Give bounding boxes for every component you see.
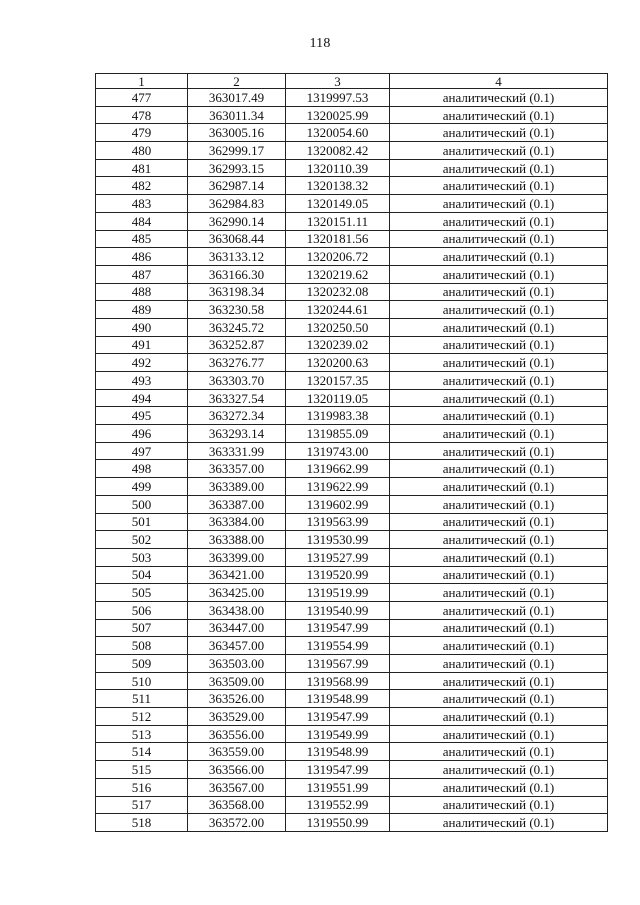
table-row bbox=[96, 212, 608, 230]
cell-method: аналитический (0.1) bbox=[390, 248, 608, 266]
cell-point-number: 477 bbox=[96, 89, 188, 107]
cell-x: 363276.77 bbox=[188, 354, 286, 372]
cell-method: аналитический (0.1) bbox=[390, 690, 608, 708]
table-row bbox=[96, 531, 608, 549]
cell-y: 1319552.99 bbox=[286, 796, 390, 814]
cell-point-number: 488 bbox=[96, 283, 188, 301]
cell-y: 1320219.62 bbox=[286, 265, 390, 283]
cell-method: аналитический (0.1) bbox=[390, 177, 608, 195]
cell-x: 362993.15 bbox=[188, 159, 286, 177]
table-row bbox=[96, 743, 608, 761]
cell-point-number: 485 bbox=[96, 230, 188, 248]
cell-method: аналитический (0.1) bbox=[390, 106, 608, 124]
cell-x: 363327.54 bbox=[188, 389, 286, 407]
cell-method: аналитический (0.1) bbox=[390, 531, 608, 549]
cell-method: аналитический (0.1) bbox=[390, 442, 608, 460]
cell-y: 1319519.99 bbox=[286, 584, 390, 602]
header-cell-y: 3 bbox=[286, 74, 390, 89]
table-row bbox=[96, 372, 608, 390]
cell-method: аналитический (0.1) bbox=[390, 584, 608, 602]
cell-method: аналитический (0.1) bbox=[390, 124, 608, 142]
cell-method: аналитический (0.1) bbox=[390, 778, 608, 796]
cell-y: 1319550.99 bbox=[286, 814, 390, 832]
table-row bbox=[96, 106, 608, 124]
cell-point-number: 497 bbox=[96, 442, 188, 460]
table-row bbox=[96, 283, 608, 301]
table-row bbox=[96, 584, 608, 602]
cell-method: аналитический (0.1) bbox=[390, 283, 608, 301]
cell-point-number: 500 bbox=[96, 495, 188, 513]
cell-y: 1319602.99 bbox=[286, 495, 390, 513]
table-row bbox=[96, 460, 608, 478]
cell-x: 363017.49 bbox=[188, 89, 286, 107]
cell-method: аналитический (0.1) bbox=[390, 372, 608, 390]
table-row bbox=[96, 566, 608, 584]
header-row bbox=[96, 74, 608, 89]
cell-method: аналитический (0.1) bbox=[390, 761, 608, 779]
cell-x: 363133.12 bbox=[188, 248, 286, 266]
cell-point-number: 509 bbox=[96, 655, 188, 673]
cell-y: 1320232.08 bbox=[286, 283, 390, 301]
table-header bbox=[96, 74, 608, 89]
cell-x: 363230.58 bbox=[188, 301, 286, 319]
table-body bbox=[96, 89, 608, 832]
cell-method: аналитический (0.1) bbox=[390, 389, 608, 407]
cell-y: 1319549.99 bbox=[286, 725, 390, 743]
cell-point-number: 480 bbox=[96, 142, 188, 160]
cell-y: 1320200.63 bbox=[286, 354, 390, 372]
cell-x: 363556.00 bbox=[188, 725, 286, 743]
cell-point-number: 512 bbox=[96, 708, 188, 726]
table-row bbox=[96, 619, 608, 637]
cell-point-number: 490 bbox=[96, 318, 188, 336]
table-row bbox=[96, 389, 608, 407]
cell-y: 1319662.99 bbox=[286, 460, 390, 478]
cell-point-number: 481 bbox=[96, 159, 188, 177]
table-row bbox=[96, 761, 608, 779]
cell-method: аналитический (0.1) bbox=[390, 230, 608, 248]
cell-method: аналитический (0.1) bbox=[390, 195, 608, 213]
cell-x: 363421.00 bbox=[188, 566, 286, 584]
cell-point-number: 478 bbox=[96, 106, 188, 124]
cell-method: аналитический (0.1) bbox=[390, 265, 608, 283]
cell-method: аналитический (0.1) bbox=[390, 142, 608, 160]
cell-y: 1320250.50 bbox=[286, 318, 390, 336]
cell-x: 363198.34 bbox=[188, 283, 286, 301]
cell-method: аналитический (0.1) bbox=[390, 655, 608, 673]
page-number: 118 bbox=[309, 36, 331, 51]
table-row bbox=[96, 442, 608, 460]
table-row bbox=[96, 301, 608, 319]
cell-x: 363389.00 bbox=[188, 478, 286, 496]
cell-x: 363303.70 bbox=[188, 372, 286, 390]
cell-y: 1319540.99 bbox=[286, 601, 390, 619]
cell-method: аналитический (0.1) bbox=[390, 637, 608, 655]
cell-y: 1320151.11 bbox=[286, 212, 390, 230]
table-row bbox=[96, 814, 608, 832]
cell-y: 1319551.99 bbox=[286, 778, 390, 796]
cell-point-number: 517 bbox=[96, 796, 188, 814]
cell-y: 1320181.56 bbox=[286, 230, 390, 248]
cell-point-number: 507 bbox=[96, 619, 188, 637]
cell-x: 363457.00 bbox=[188, 637, 286, 655]
cell-point-number: 498 bbox=[96, 460, 188, 478]
cell-point-number: 487 bbox=[96, 265, 188, 283]
cell-method: аналитический (0.1) bbox=[390, 318, 608, 336]
cell-x: 363529.00 bbox=[188, 708, 286, 726]
cell-x: 363438.00 bbox=[188, 601, 286, 619]
cell-point-number: 491 bbox=[96, 336, 188, 354]
cell-x: 363447.00 bbox=[188, 619, 286, 637]
table-row bbox=[96, 142, 608, 160]
cell-point-number: 502 bbox=[96, 531, 188, 549]
cell-x: 363272.34 bbox=[188, 407, 286, 425]
table-row bbox=[96, 778, 608, 796]
cell-x: 363567.00 bbox=[188, 778, 286, 796]
table-row bbox=[96, 124, 608, 142]
table-row bbox=[96, 690, 608, 708]
cell-y: 1320244.61 bbox=[286, 301, 390, 319]
cell-x: 363526.00 bbox=[188, 690, 286, 708]
table-row bbox=[96, 513, 608, 531]
cell-y: 1319622.99 bbox=[286, 478, 390, 496]
cell-x: 363357.00 bbox=[188, 460, 286, 478]
table-row bbox=[96, 89, 608, 107]
table-row bbox=[96, 177, 608, 195]
cell-y: 1320239.02 bbox=[286, 336, 390, 354]
cell-y: 1320025.99 bbox=[286, 106, 390, 124]
cell-x: 363425.00 bbox=[188, 584, 286, 602]
cell-method: аналитический (0.1) bbox=[390, 601, 608, 619]
cell-point-number: 486 bbox=[96, 248, 188, 266]
cell-y: 1320206.72 bbox=[286, 248, 390, 266]
cell-method: аналитический (0.1) bbox=[390, 407, 608, 425]
cell-method: аналитический (0.1) bbox=[390, 159, 608, 177]
table-row bbox=[96, 336, 608, 354]
cell-method: аналитический (0.1) bbox=[390, 301, 608, 319]
cell-method: аналитический (0.1) bbox=[390, 796, 608, 814]
cell-y: 1320119.05 bbox=[286, 389, 390, 407]
cell-y: 1320138.32 bbox=[286, 177, 390, 195]
cell-y: 1319520.99 bbox=[286, 566, 390, 584]
coordinates-table bbox=[95, 73, 608, 832]
cell-method: аналитический (0.1) bbox=[390, 89, 608, 107]
cell-y: 1319567.99 bbox=[286, 655, 390, 673]
cell-method: аналитический (0.1) bbox=[390, 814, 608, 832]
cell-method: аналитический (0.1) bbox=[390, 672, 608, 690]
cell-point-number: 513 bbox=[96, 725, 188, 743]
cell-y: 1319563.99 bbox=[286, 513, 390, 531]
cell-point-number: 494 bbox=[96, 389, 188, 407]
cell-point-number: 505 bbox=[96, 584, 188, 602]
table-row bbox=[96, 495, 608, 513]
cell-x: 363388.00 bbox=[188, 531, 286, 549]
cell-x: 363384.00 bbox=[188, 513, 286, 531]
cell-y: 1319554.99 bbox=[286, 637, 390, 655]
table-row bbox=[96, 318, 608, 336]
table-row bbox=[96, 230, 608, 248]
cell-y: 1319527.99 bbox=[286, 548, 390, 566]
cell-y: 1320110.39 bbox=[286, 159, 390, 177]
cell-y: 1320157.35 bbox=[286, 372, 390, 390]
table-row bbox=[96, 248, 608, 266]
table-row bbox=[96, 708, 608, 726]
cell-y: 1319855.09 bbox=[286, 425, 390, 443]
cell-x: 363572.00 bbox=[188, 814, 286, 832]
cell-point-number: 518 bbox=[96, 814, 188, 832]
table-row bbox=[96, 601, 608, 619]
cell-point-number: 514 bbox=[96, 743, 188, 761]
cell-y: 1319547.99 bbox=[286, 708, 390, 726]
cell-point-number: 508 bbox=[96, 637, 188, 655]
cell-y: 1320082.42 bbox=[286, 142, 390, 160]
cell-point-number: 496 bbox=[96, 425, 188, 443]
cell-y: 1320149.05 bbox=[286, 195, 390, 213]
cell-x: 362990.14 bbox=[188, 212, 286, 230]
cell-point-number: 516 bbox=[96, 778, 188, 796]
table-row bbox=[96, 548, 608, 566]
table-row bbox=[96, 655, 608, 673]
cell-method: аналитический (0.1) bbox=[390, 619, 608, 637]
cell-method: аналитический (0.1) bbox=[390, 548, 608, 566]
table-row bbox=[96, 354, 608, 372]
table-row bbox=[96, 195, 608, 213]
cell-point-number: 503 bbox=[96, 548, 188, 566]
table-row bbox=[96, 425, 608, 443]
cell-x: 362984.83 bbox=[188, 195, 286, 213]
cell-x: 363293.14 bbox=[188, 425, 286, 443]
cell-y: 1319547.99 bbox=[286, 761, 390, 779]
cell-point-number: 510 bbox=[96, 672, 188, 690]
table-row bbox=[96, 478, 608, 496]
cell-method: аналитический (0.1) bbox=[390, 354, 608, 372]
cell-x: 363011.34 bbox=[188, 106, 286, 124]
table-row bbox=[96, 265, 608, 283]
table-row bbox=[96, 159, 608, 177]
cell-x: 363387.00 bbox=[188, 495, 286, 513]
cell-point-number: 483 bbox=[96, 195, 188, 213]
cell-method: аналитический (0.1) bbox=[390, 460, 608, 478]
cell-point-number: 504 bbox=[96, 566, 188, 584]
cell-point-number: 501 bbox=[96, 513, 188, 531]
cell-x: 363399.00 bbox=[188, 548, 286, 566]
cell-method: аналитический (0.1) bbox=[390, 725, 608, 743]
cell-x: 363068.44 bbox=[188, 230, 286, 248]
table-row bbox=[96, 672, 608, 690]
cell-y: 1319548.99 bbox=[286, 743, 390, 761]
table-row bbox=[96, 796, 608, 814]
header-cell-point-number: 1 bbox=[96, 74, 188, 89]
cell-x: 362999.17 bbox=[188, 142, 286, 160]
cell-point-number: 482 bbox=[96, 177, 188, 195]
cell-method: аналитический (0.1) bbox=[390, 425, 608, 443]
cell-method: аналитический (0.1) bbox=[390, 336, 608, 354]
cell-y: 1319568.99 bbox=[286, 672, 390, 690]
cell-point-number: 479 bbox=[96, 124, 188, 142]
cell-x: 363331.99 bbox=[188, 442, 286, 460]
cell-point-number: 506 bbox=[96, 601, 188, 619]
cell-point-number: 495 bbox=[96, 407, 188, 425]
cell-method: аналитический (0.1) bbox=[390, 708, 608, 726]
cell-point-number: 499 bbox=[96, 478, 188, 496]
cell-y: 1319530.99 bbox=[286, 531, 390, 549]
cell-x: 363509.00 bbox=[188, 672, 286, 690]
cell-y: 1319997.53 bbox=[286, 89, 390, 107]
cell-method: аналитический (0.1) bbox=[390, 513, 608, 531]
cell-y: 1319547.99 bbox=[286, 619, 390, 637]
cell-x: 363245.72 bbox=[188, 318, 286, 336]
cell-point-number: 492 bbox=[96, 354, 188, 372]
cell-x: 363166.30 bbox=[188, 265, 286, 283]
header-cell-method: 4 bbox=[390, 74, 608, 89]
cell-point-number: 515 bbox=[96, 761, 188, 779]
cell-y: 1319743.00 bbox=[286, 442, 390, 460]
cell-method: аналитический (0.1) bbox=[390, 212, 608, 230]
cell-x: 363559.00 bbox=[188, 743, 286, 761]
table-row bbox=[96, 407, 608, 425]
cell-x: 363005.16 bbox=[188, 124, 286, 142]
cell-method: аналитический (0.1) bbox=[390, 478, 608, 496]
cell-x: 363503.00 bbox=[188, 655, 286, 673]
cell-y: 1319983.38 bbox=[286, 407, 390, 425]
cell-x: 362987.14 bbox=[188, 177, 286, 195]
table-row bbox=[96, 637, 608, 655]
cell-method: аналитический (0.1) bbox=[390, 566, 608, 584]
cell-point-number: 484 bbox=[96, 212, 188, 230]
cell-y: 1320054.60 bbox=[286, 124, 390, 142]
table-row bbox=[96, 725, 608, 743]
cell-point-number: 511 bbox=[96, 690, 188, 708]
header-cell-x: 2 bbox=[188, 74, 286, 89]
cell-method: аналитический (0.1) bbox=[390, 495, 608, 513]
cell-method: аналитический (0.1) bbox=[390, 743, 608, 761]
cell-point-number: 489 bbox=[96, 301, 188, 319]
cell-y: 1319548.99 bbox=[286, 690, 390, 708]
cell-point-number: 493 bbox=[96, 372, 188, 390]
cell-x: 363252.87 bbox=[188, 336, 286, 354]
cell-x: 363568.00 bbox=[188, 796, 286, 814]
cell-x: 363566.00 bbox=[188, 761, 286, 779]
